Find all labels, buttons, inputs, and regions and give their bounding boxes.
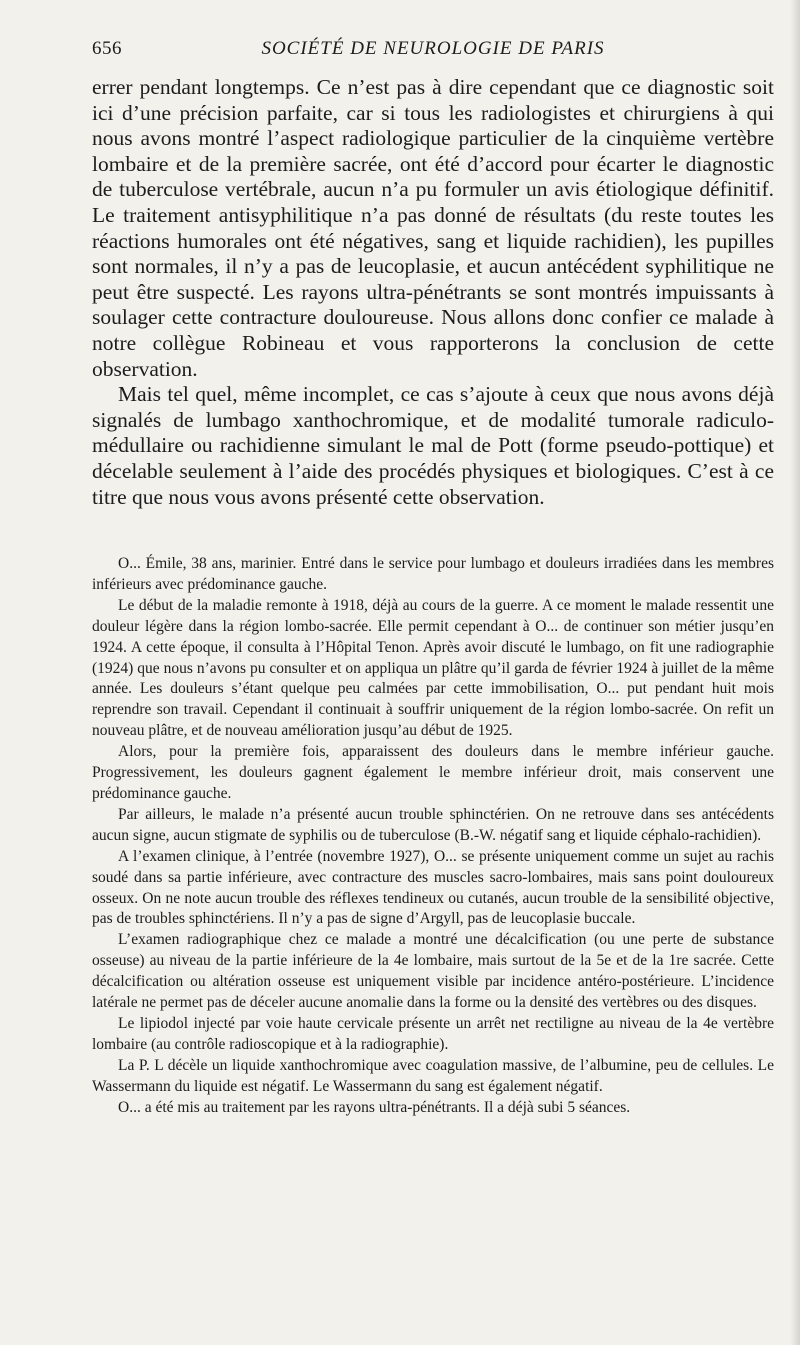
page-header [92,38,774,64]
case-note-paragraph: L’examen radiographique chez ce malade a montré une décalcification (ou une perte de substance osseuse) au niveau de la partie inférieure de la 4e lombaire, mais surtout de la 5e et de la 1re sacrée. Cette décalcification ou altération osseuse est uniquement visible par incidence antéro-postérieure. L’incidence latérale ne permet pas de déceler aucune anomalie dans la forme ou la densité des vertèbres ou des disques. [92,931,774,1012]
case-notes [92,554,774,1118]
case-note-paragraph: O... Émile, 38 ans, marinier. Entré dans le service pour lumbago et douleurs irradiées dans les membres inférieurs avec prédominance gauche. [92,555,774,593]
running-title: SOCIÉTÉ DE NEUROLOGIE DE PARIS [261,38,605,59]
main-paragraph: Mais tel quel, même incomplet, ce cas s’ajoute à ceux que nous avons déjà signalés de lumbago xanthochromique, et de modalité tumorale radiculo-médullaire ou rachidienne simulant le mal de Pott (forme pseudo-pottique) et décelable seulement à l’aide des procédés physiques et biologiques. C’est à ce titre que nous vous avons présenté cette observation. [92,382,774,509]
page-edge-shadow [790,0,800,1345]
main-text [92,75,774,510]
page-number: 656 [92,38,122,59]
case-note-paragraph: Le début de la maladie remonte à 1918, déjà au cours de la guerre. A ce moment le malade ressentit une douleur légère dans la région lombo-sacrée. Elle permit cependant à O... de continuer son métier jusqu’en 1924. A cette époque, il consulta à l’Hôpital Tenon. Après avoir discuté le lumbago, on fit une radiographie (1924) que nous n’avons pu consulter et on appliqua un plâtre qu’il garda de février 1924 à juillet de la même année. Les douleurs s’étant quelque peu calmées par cette immobilisation, O... put pendant huit mois reprendre son travail. Cependant il continuait à souffrir uniquement de la région lombo-sacrée. On refit un nouveau plâtre, et de nouveau amélioration jusqu’au début de 1925. [92,596,774,740]
case-note-paragraph: Par ailleurs, le malade n’a présenté aucun trouble sphinctérien. On ne retrouve dans ses antécédents aucun signe, aucun stigmate de syphilis ou de tuberculose (B.-W. négatif sang et liquide céphalo-rachidien). [92,805,774,844]
case-note-paragraph: A l’examen clinique, à l’entrée (novembre 1927), O... se présente uniquement comme un sujet au rachis soudé dans sa partie inférieure, avec contracture des muscles sacro-lombaires, mais sans point douloureux osseux. On ne note aucun trouble des réflexes tendineux ou cutanés, aucun trouble de la sensibilité objective, pas de troubles sphinctériens. Il n’y a pas de signe d’Argyll, pas de leucoplasie buccale. [92,847,774,928]
main-paragraph: errer pendant longtemps. Ce n’est pas à dire cependant que ce diagnostic soit ici d’une précision parfaite, car si tous les radiologistes et chirurgiens à qui nous avons montré l’aspect radiologique particulier de la cinquième vertèbre lombaire et de la première sacrée, ont été d’accord pour écarter le diagnostic de tuberculose vertébrale, aucun n’a pu formuler un avis étiologique définitif. Le traitement antisyphilitique n’a pas donné de résultats (du reste toutes les réactions humorales ont été négatives, sang et liquide rachidien), les pupilles sont normales, il n’y a pas de leucoplasie, et aucun antécédent syphilitique ne peut être suspecté. Les rayons ultra-pénétrants se sont montrés impuissants à soulager cette contracture douloureuse. Nous allons donc confier ce malade à notre collègue Robineau et vous rapporterons la conclusion de cette observation. [92,75,774,381]
case-note-paragraph: O... a été mis au traitement par les rayons ultra-pénétrants. Il a déjà subi 5 séances. [118,1098,631,1116]
case-note-paragraph: Le lipiodol injecté par voie haute cervicale présente un arrêt net rectiligne au niveau de la 4e vertèbre lombaire (au contrôle radioscopique et à la radiographie). [92,1014,774,1053]
case-note-paragraph: Alors, pour la première fois, apparaissent des douleurs dans le membre inférieur gauche. Progressivement, les douleurs gagnent également le membre inférieur droit, mais conservent une prédominance gauche. [92,743,774,802]
case-note-paragraph: La P. L décèle un liquide xanthochromique avec coagulation massive, de l’albumine, peu de cellules. Le Wassermann du liquide est négatif. Le Wassermann du sang est également négatif. [92,1056,774,1095]
